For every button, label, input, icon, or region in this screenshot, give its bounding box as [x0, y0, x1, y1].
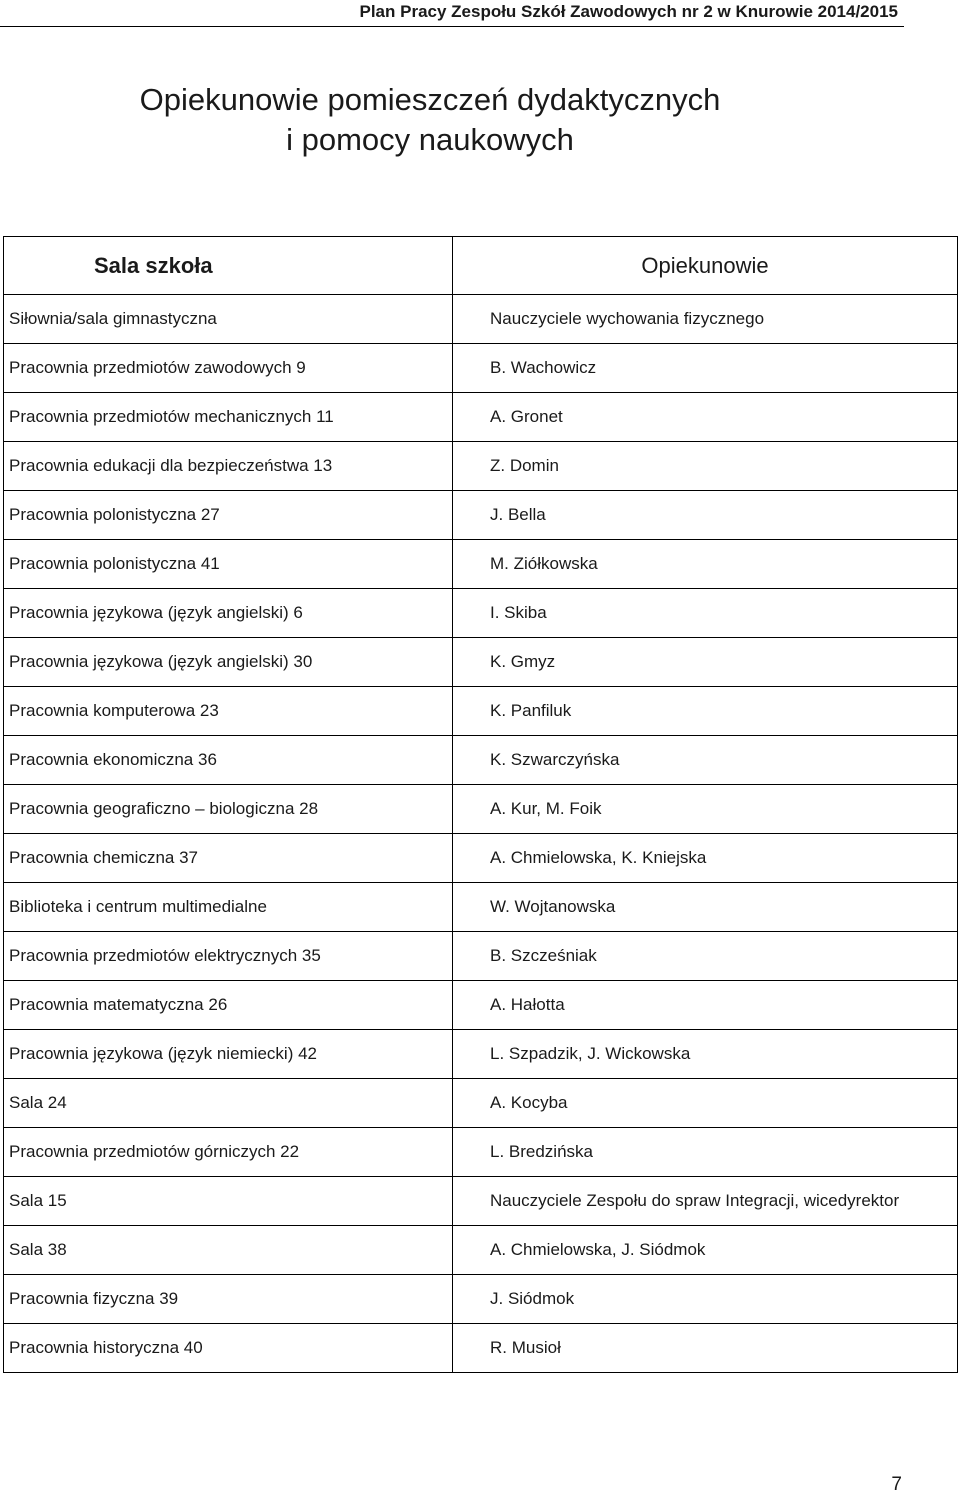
room-cell: Pracownia edukacji dla bezpieczeństwa 13 [4, 442, 453, 491]
page-number: 7 [891, 1474, 902, 1495]
table-row [4, 295, 958, 344]
room-cell: Pracownia przedmiotów mechanicznych 11 [4, 393, 453, 442]
table-row [4, 1128, 958, 1177]
room-cell: Pracownia fizyczna 39 [4, 1275, 453, 1324]
room-cell: Sala 38 [4, 1226, 453, 1275]
room-cell: Pracownia geograficzno – biologiczna 28 [4, 785, 453, 834]
guardian-cell: A. Kur, M. Foik [453, 785, 958, 834]
guardian-cell: K. Szwarczyńska [453, 736, 958, 785]
table-row [4, 981, 958, 1030]
guardian-cell: W. Wojtanowska [453, 883, 958, 932]
rooms-guardians-table [3, 236, 958, 1373]
guardian-cell: Nauczyciele Zespołu do spraw Integracji, wicedyrektor [453, 1177, 958, 1226]
guardian-cell: A. Chmielowska, K. Kniejska [453, 834, 958, 883]
room-cell: Pracownia polonistyczna 41 [4, 540, 453, 589]
table-row [4, 883, 958, 932]
document-title-line-1: Opiekunowie pomieszczeń dydaktycznych [139, 82, 721, 117]
room-cell: Sala 15 [4, 1177, 453, 1226]
guardian-cell: Z. Domin [453, 442, 958, 491]
table-row [4, 540, 958, 589]
guardian-cell: I. Skiba [453, 589, 958, 638]
room-cell: Biblioteka i centrum multimedialne [4, 883, 453, 932]
guardian-cell: A. Kocyba [453, 1079, 958, 1128]
table-row [4, 344, 958, 393]
guardian-cell: A. Hałotta [453, 981, 958, 1030]
table-row [4, 1226, 958, 1275]
table-row [4, 491, 958, 540]
guardian-cell: K. Gmyz [453, 638, 958, 687]
room-cell: Pracownia matematyczna 26 [4, 981, 453, 1030]
table-row [4, 1177, 958, 1226]
table-row [4, 442, 958, 491]
room-cell: Pracownia przedmiotów zawodowych 9 [4, 344, 453, 393]
room-cell: Pracownia ekonomiczna 36 [4, 736, 453, 785]
table-body [4, 295, 958, 1373]
page-header: Plan Pracy Zespołu Szkół Zawodowych nr 2 w Knurowie 2014/2015 [0, 0, 904, 27]
table-row [4, 932, 958, 981]
table-row [4, 1030, 958, 1079]
table-row [4, 1275, 958, 1324]
room-cell: Pracownia językowa (język niemiecki) 42 [4, 1030, 453, 1079]
guardian-cell: L. Szpadzik, J. Wickowska [453, 1030, 958, 1079]
guardian-cell: B. Szcześniak [453, 932, 958, 981]
room-cell: Pracownia przedmiotów elektrycznych 35 [4, 932, 453, 981]
table-row [4, 589, 958, 638]
document-title [0, 80, 860, 160]
room-cell: Pracownia historyczna 40 [4, 1324, 453, 1373]
table-row [4, 785, 958, 834]
table-row [4, 834, 958, 883]
room-cell: Pracownia chemiczna 37 [4, 834, 453, 883]
guardian-cell: Nauczyciele wychowania fizycznego [453, 295, 958, 344]
room-cell: Sala 24 [4, 1079, 453, 1128]
guardian-cell: L. Bredzińska [453, 1128, 958, 1177]
column-header-room: Sala szkoła [4, 237, 453, 295]
room-cell: Pracownia komputerowa 23 [4, 687, 453, 736]
guardian-cell: J. Siódmok [453, 1275, 958, 1324]
room-cell: Pracownia językowa (język angielski) 30 [4, 638, 453, 687]
guardian-cell: K. Panfiluk [453, 687, 958, 736]
table-row [4, 1079, 958, 1128]
room-cell: Siłownia/sala gimnastyczna [4, 295, 453, 344]
guardian-cell: A. Chmielowska, J. Siódmok [453, 1226, 958, 1275]
guardian-cell: M. Ziółkowska [453, 540, 958, 589]
column-header-guardians: Opiekunowie [453, 237, 958, 295]
table-row [4, 1324, 958, 1373]
guardian-cell: R. Musioł [453, 1324, 958, 1373]
table-row [4, 393, 958, 442]
table-row [4, 687, 958, 736]
table-row [4, 736, 958, 785]
table-row [4, 638, 958, 687]
room-cell: Pracownia językowa (język angielski) 6 [4, 589, 453, 638]
document-title-line-2: i pomocy naukowych [286, 122, 574, 157]
guardian-cell: A. Gronet [453, 393, 958, 442]
table-header-row [4, 237, 958, 295]
room-cell: Pracownia polonistyczna 27 [4, 491, 453, 540]
guardian-cell: B. Wachowicz [453, 344, 958, 393]
guardian-cell: J. Bella [453, 491, 958, 540]
room-cell: Pracownia przedmiotów górniczych 22 [4, 1128, 453, 1177]
